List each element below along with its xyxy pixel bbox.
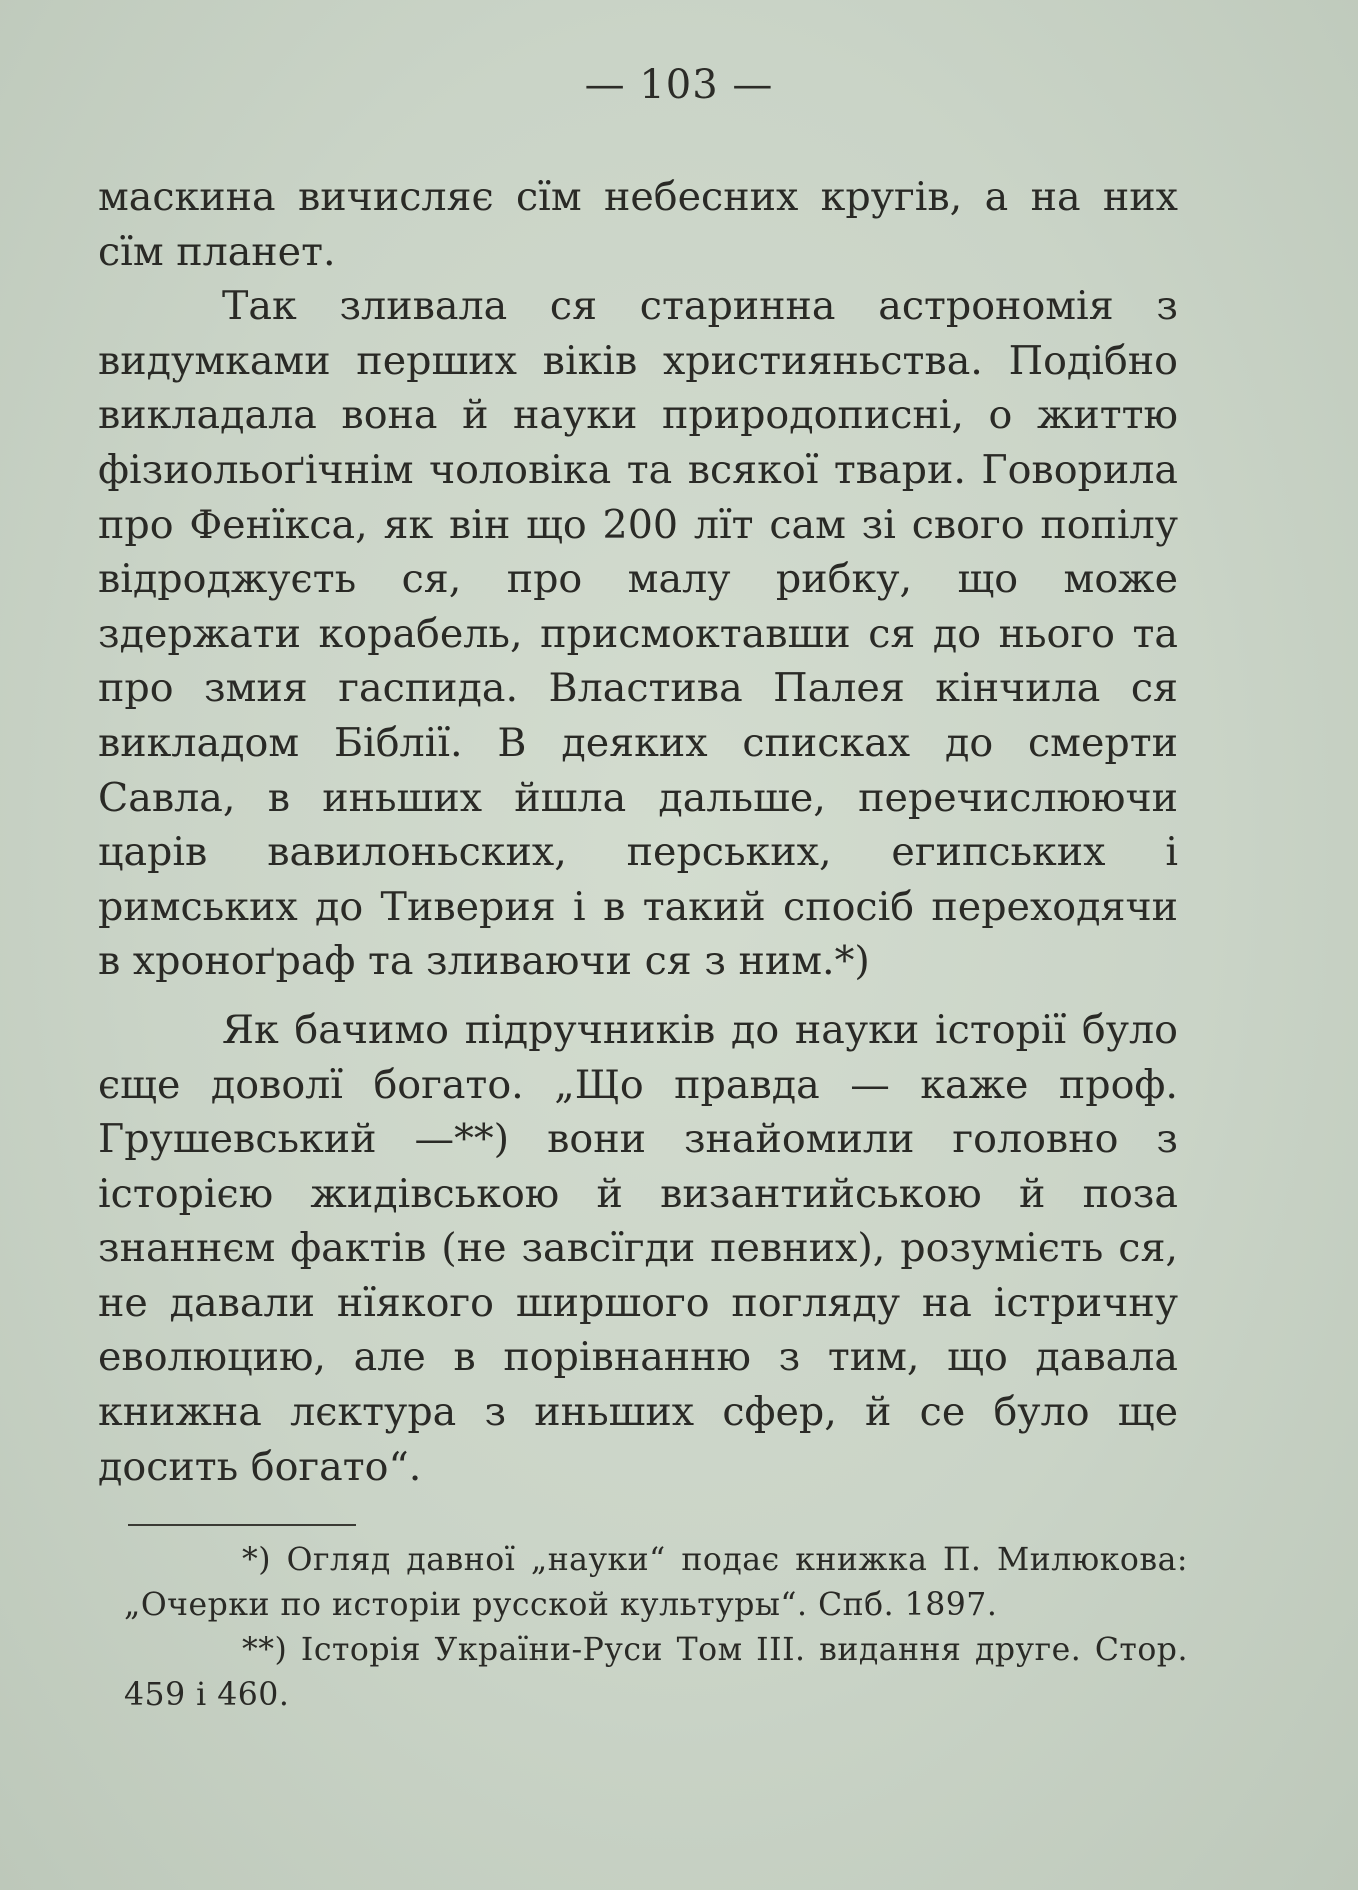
footnote-2: **) Історія України-Руси Том III. видання друге. Стор. 459 і 460. [124, 1632, 1188, 1713]
page-number: — 103 — [584, 62, 774, 108]
paragraph-1: маскина вичисляє сїм небесних кругів, а на них сїм планет. [98, 174, 1178, 275]
main-text [98, 170, 1178, 1494]
footnote-divider [128, 1524, 356, 1526]
footnote-1: *) Огляд давної „науки“ подає книжка П. Милюкова: „Очерки по исторіи русской культуры“. Спб. 1897. [124, 1542, 1188, 1623]
paragraph-2: Так зливала ся старинна астрономія з видумками перших віків християньства. Подібно викладала вона й науки природописні, о життю фізиольоґічнім чоловіка та всякої твари. Говорила про Фенїкса, як він що 200 лїт сам зі свого попілу відроджуєть ся, про малу рибку, що може здержати корабель, присмоктавши ся до нього та про змия гаспида. Властива Палея кінчила ся викладом Біблії. В деяких списках до смерти Савла, в иньших йшла дальше, перечислюючи царів вавилоньских, перських, египських і римських до Тиверия і в такий спосіб переходячи в хроноґраф та зливаючи ся з ним.*) [98, 283, 1178, 985]
paragraph-3: Як бачимо підручників до науки історії було єще доволї богато. „Що правда — каже проф. Грушевський —**) вони знайомили головно з історією жидівською й византийською й поза знаннєм фактів (не завсїгди певних), розумієть ся, не давали нїякого ширшого погляду на істричну еволюцию, але в порівнанню з тим, що давала книжна лєктура з иньших сфер, й се було ще досить богато“. [98, 1006, 1178, 1490]
footnotes [124, 1538, 1188, 1718]
